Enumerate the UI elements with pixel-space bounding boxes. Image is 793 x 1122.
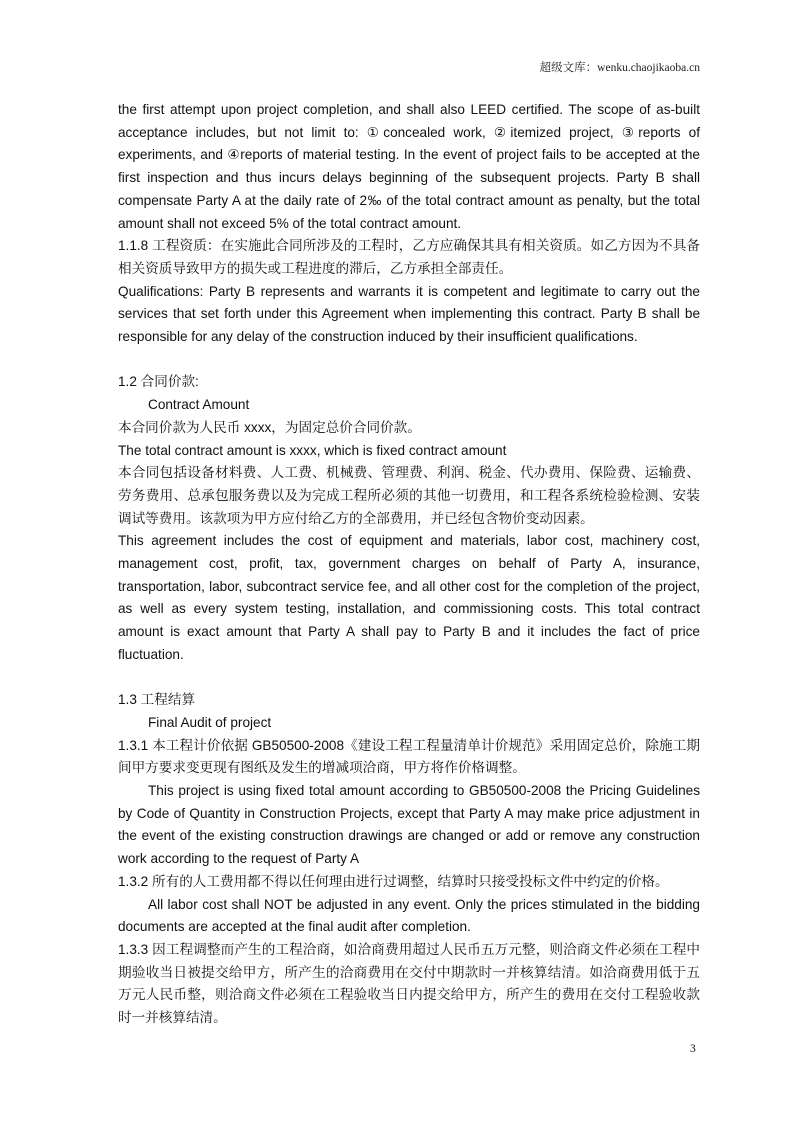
paragraph: 本合同包括设备材料费、人工费、机械费、管理费、利润、税金、代办费用、保险费、运输费、劳务费用、总承包服务费以及为完成工程所必须的其他一切费用，和工程各系统检验检测、安装调试等费用。该款项为甲方应付给乙方的全部费用，并已经包含物价变动因素。 bbox=[118, 465, 700, 526]
paragraph: the first attempt upon project completion, and shall also LEED certified. The scope of as-built acceptance includes, but not limit to: ①concealed work, ②itemized project, ③reports of experiments, and ④reports of material testing. In the event of project fails to be accepted at the first inspection and thus incurs delays beginning of the subsequent projects. Party B shall compensate Party A at the daily rate of 2‰ of the total contract amount as penalty, but the total amount shall not exceed 5% of the total contract amount. bbox=[118, 102, 700, 231]
section-heading-1-2: 1.2 合同价款: bbox=[118, 374, 199, 390]
clause-1-3-3: 1.3.3 因工程调整而产生的工程洽商，如洽商费用超过人民币五万元整，则洽商文件必须在工程中期验收当日被提交给甲方，所产生的洽商费用在交付中期款时一并核算结清。如洽商费用低于五万元人民币整，则洽商文件必须在工程验收当日内提交给甲方，所产生的费用在交付工程验收款时一并核算结清。 bbox=[118, 941, 700, 1026]
clause-1-3-2-en: All labor cost shall NOT be adjusted in any event. Only the prices stimulated in the bidding documents are accepted at the final audit after completion. bbox=[118, 896, 700, 935]
section-heading-1-3-en: Final Audit of project bbox=[148, 714, 272, 730]
section-heading-1-3: 1.3 工程结算 bbox=[118, 692, 196, 708]
clause-1-3-1-en: This project is using fixed total amount according to GB50500-2008 the Pricing Guidelines by Code of Quantity in Construction Projects, except that Party A may make price adjustment in the event of the existing construction drawings are changed or add or remove any construction work according to the request of Party A bbox=[118, 783, 700, 867]
paragraph: 本合同价款为人民币 xxxx，为固定总价合同价款。 bbox=[118, 419, 421, 435]
paragraph: The total contract amount is xxxx, which is fixed contract amount bbox=[118, 442, 507, 458]
clause-1-1-8-en: Qualifications: Party B represents and warrants it is competent and legitimate to carry out the services that set forth under this Agreement when implementing this contract. Party B shall be responsible for any delay of the construction induced by their insufficient qualifications. bbox=[118, 283, 700, 345]
clause-1-3-2: 1.3.2 所有的人工费用都不得以任何理由进行过调整，结算时只接受投标文件中约定的价格。 bbox=[118, 873, 669, 889]
section-heading-1-2-en: Contract Amount bbox=[148, 397, 250, 413]
paragraph: This agreement includes the cost of equipment and materials, labor cost, machinery cost, management cost, profit, tax, government charges on behalf of Party A, insurance, transportation, labor, subcontract service fee, and all other cost for the completion of the project, as well as every system testing, installation, and commissioning costs. This total contract amount is exact amount that Party A shall pay to Party B and it includes the fact of price fluctuation. bbox=[118, 533, 700, 662]
page-number: 3 bbox=[690, 1043, 696, 1055]
document-body bbox=[118, 99, 700, 1030]
clause-1-1-8: 1.1.8 工程资质：在实施此合同所涉及的工程时，乙方应确保其具有相关资质。如乙方因为不具备相关资质导致甲方的损失或工程进度的滞后，乙方承担全部责任。 bbox=[118, 238, 700, 276]
page-header: 超级文库：wenku.chaojikaoba.cn bbox=[539, 62, 700, 74]
clause-1-3-1: 1.3.1 本工程计价依据 GB50500-2008《建设工程工程量清单计价规范》采用固定总价，除施工期间甲方要求变更现有图纸及发生的增减项洽商，甲方将作价格调整。 bbox=[118, 737, 700, 776]
